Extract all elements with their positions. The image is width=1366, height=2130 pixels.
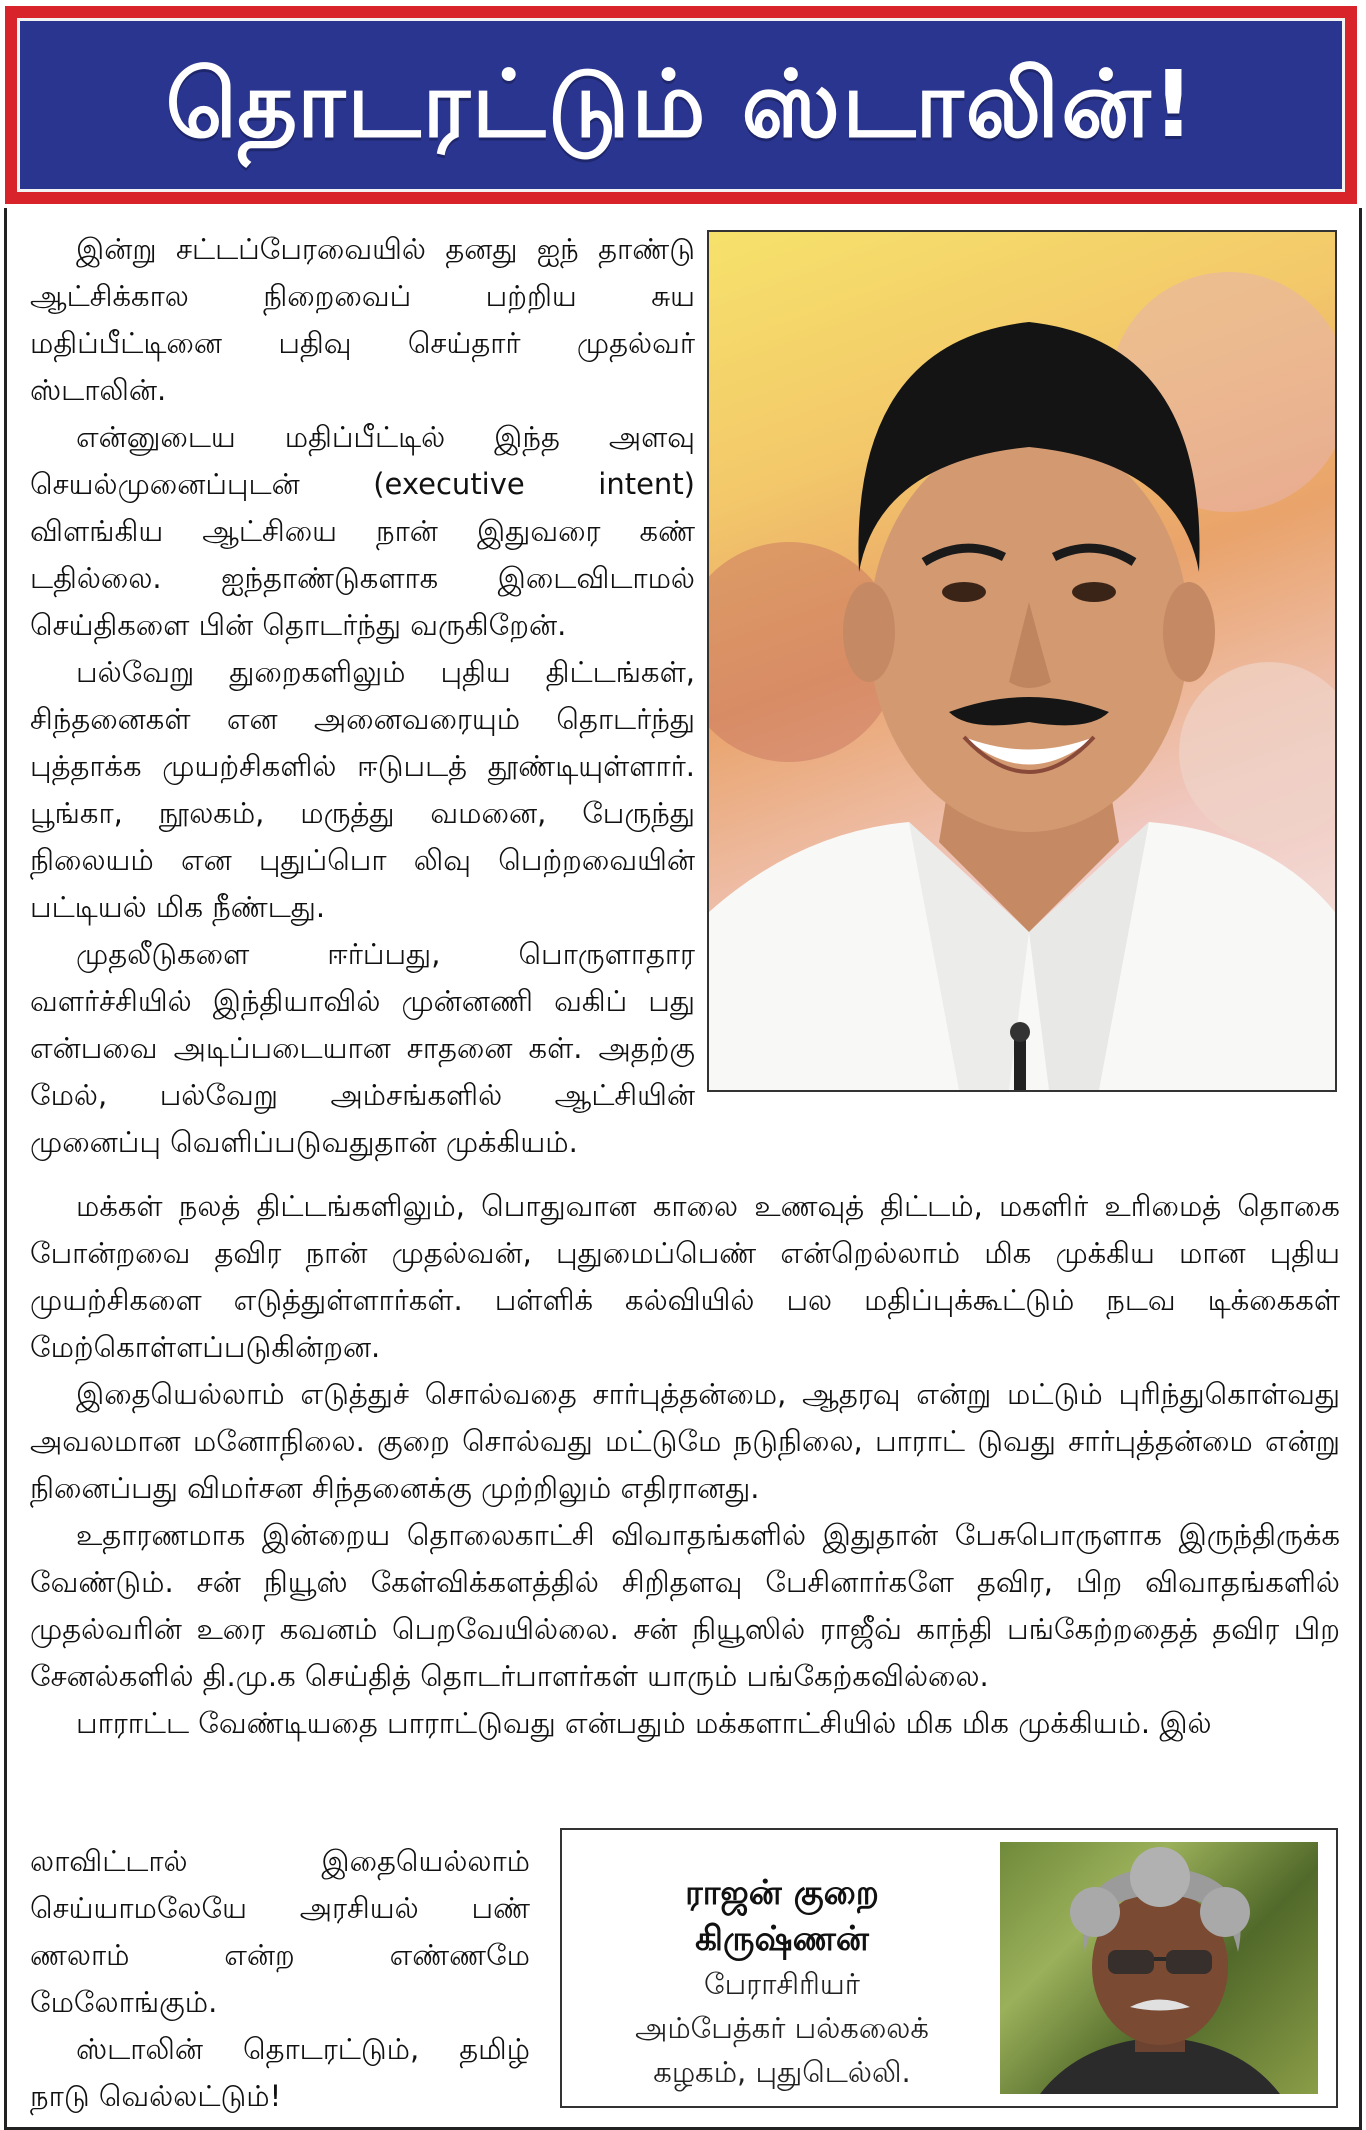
headline-panel [17, 18, 1345, 192]
article-body [0, 208, 1366, 2130]
closing-text [30, 1838, 530, 2120]
headline-banner [5, 6, 1357, 204]
paragraph: உதாரணமாக இன்றைய தொலைகாட்சி விவாதங்களில் இதுதான் பேசுபொருளாக இருந்திருக்க வேண்டும். சன் நியூஸ் கேள்விக்களத்தில் சிறிதளவு பேசினார்களே தவிர, பிற விவாதங்களில் முதல்வரின் உரை கவனம் பெறவேயில்லை. சன் நியூஸில் ராஜீவ் காந்தி பங்கேற்றதைத் தவிர பிற சேனல்களில் தி.மு.க செய்தித் தொடர்பாளர்கள் யாரும் பங்கேற்கவில்லை. [30, 1518, 1340, 1693]
frame-left-rule [4, 208, 7, 2128]
paragraph: இதையெல்லாம் எடுத்துச் சொல்வதை சார்புத்தன்மை, ஆதரவு என்று மட்டும் புரிந்துகொள்வது அவலமான மனோநிலை. குறை சொல்வது மட்டுமே நடுநிலை, பாராட் டுவது சார்புத்தன்மை என்று நினைப்பது விமர்சன சிந்தனைக்கு முற்றிலும் எதிரானது. [30, 1377, 1340, 1505]
full-width-text [30, 1183, 1340, 1747]
author-role: பேராசிரியர் [704, 1967, 860, 2001]
paragraph: மக்கள் நலத் திட்டங்களிலும், பொதுவான காலை உணவுத் திட்டம், மகளிர் உரிமைத் தொகை போன்றவை தவிர நான் முதல்வன், புதுமைப்பெண் என்றெல்லாம் மிக முக்கிய மான புதிய முயற்சிகளை எடுத்துள்ளார்கள். பள்ளிக் கல்வியில் பல மதிப்புக்கூட்டும் நடவ டிக்கைகள் மேற்கொள்ளப்படுகின்றன. [30, 1189, 1340, 1364]
portrait-illustration [709, 232, 1335, 1090]
frame-right-rule [1359, 208, 1362, 2128]
author-info [582, 1870, 982, 2094]
stalin-photo [707, 230, 1337, 1092]
author-box [560, 1828, 1338, 2108]
author-portrait-illustration [1000, 1842, 1318, 2094]
author-photo [1000, 1842, 1318, 2094]
paragraph: இன்று சட்டப்பேரவையில் தனது ஐந் தாண்டு ஆட்சிக்கால நிறைவைப் பற்றிய சுய மதிப்பீட்டினை பதிவு செய்தார் முதல்வர் ஸ்டாலின். [30, 232, 695, 407]
paragraph: பல்வேறு துறைகளிலும் புதிய திட்டங்கள், சிந்தனைகள் என அனைவரையும் தொடர்ந்து புத்தாக்க முயற்சிகளில் ஈடுபடத் தூண்டியுள்ளார். பூங்கா, நூலகம், மருத்து வமனை, பேருந்து நிலையம் என புதுப்பொ லிவு பெற்றவையின் பட்டியல் மிக நீண்டது. [30, 655, 695, 924]
author-org-line2: கழகம், புதுடெல்லி. [653, 2055, 911, 2089]
column-text [30, 226, 695, 1166]
author-org-line1: அம்பேத்கர் பல்கலைக் [635, 2011, 929, 2045]
paragraph: பாராட்ட வேண்டியதை பாராட்டுவது என்பதும் மக்களாட்சியில் மிக மிக முக்கியம். இல் [76, 1706, 1212, 1740]
author-name-line2: கிருஷ்ணன் [695, 1919, 869, 1959]
paragraph: லாவிட்டால் இதையெல்லாம் செய்யாமலேயே அரசியல் பண் ணலாம் என்ற எண்ணமே மேலோங்கும். [30, 1844, 530, 2019]
author-name-line1: ராஜன் குறை [685, 1873, 879, 1913]
paragraph: ஸ்டாலின் தொடரட்டும், தமிழ் நாடு வெல்லட்டும்! [30, 2032, 530, 2113]
paragraph: முதலீடுகளை ஈர்ப்பது, பொருளாதார வளர்ச்சியில் இந்தியாவில் முன்னணி வகிப் பது என்பவை அடிப்படையான சாதனை கள். அதற்கு மேல், பல்வேறு அம்சங்களில் ஆட்சியின் முனைப்பு வெளிப்படுவதுதான் முக்கியம். [30, 937, 695, 1159]
headline: தொடரட்டும் ஸ்டாலின்! [165, 51, 1197, 158]
paragraph: என்னுடைய மதிப்பீட்டில் இந்த அளவு செயல்முனைப்புடன் (executive intent) விளங்கிய ஆட்சியை நான் இதுவரை கண் டதில்லை. ஐந்தாண்டுகளாக இடைவிடாமல் செய்திகளை பின் தொடர்ந்து வருகிறேன். [30, 420, 695, 642]
